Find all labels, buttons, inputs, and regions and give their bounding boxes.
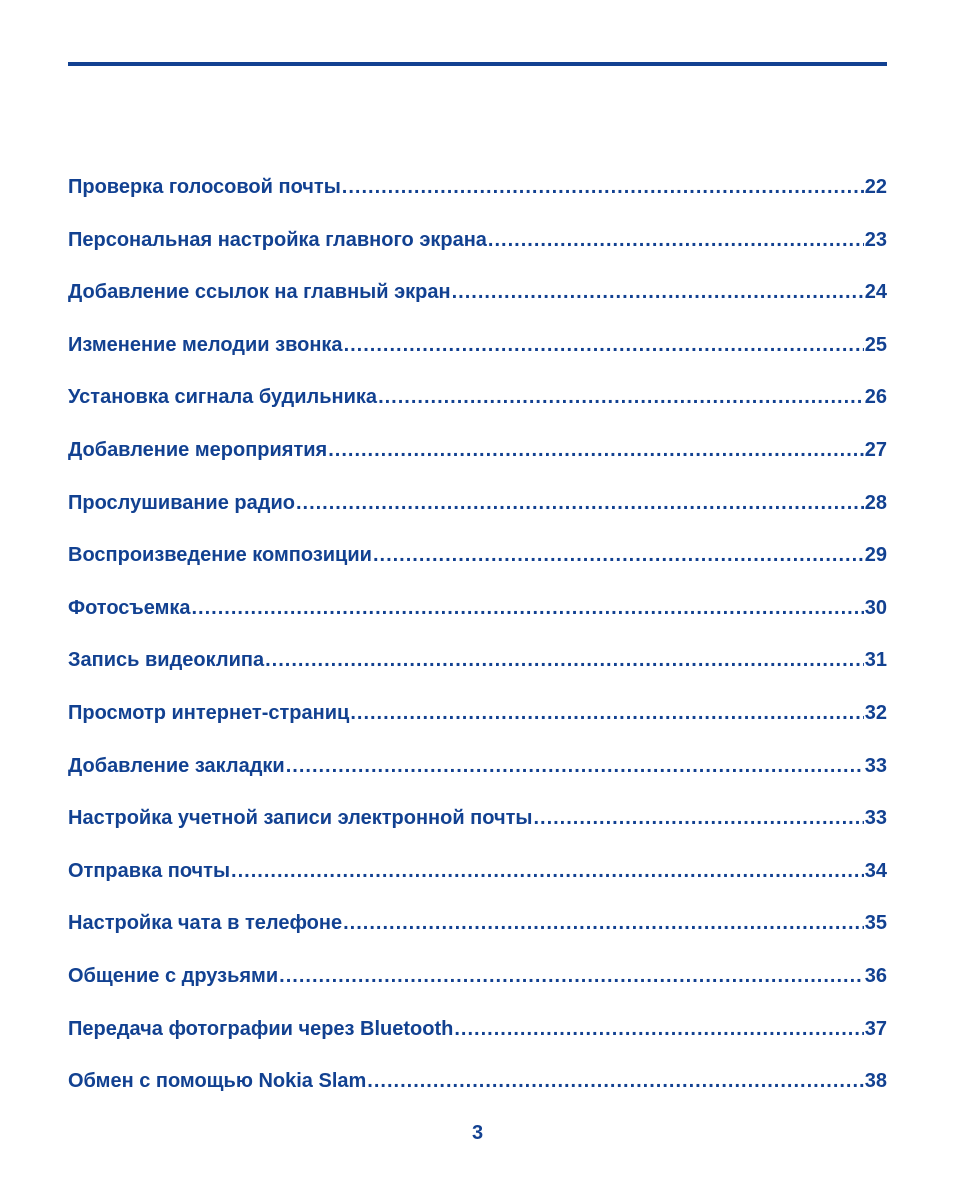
toc-entry-title: Добавление мероприятия [68, 438, 328, 461]
toc-dot-leader [454, 1018, 863, 1041]
toc-entry-title: Общение с друзьями [68, 964, 279, 987]
toc-entry-title: Воспроизведение композиции [68, 544, 372, 567]
toc-entry[interactable] [68, 386, 887, 439]
toc-entry-page: 24 [864, 281, 887, 304]
toc-dot-leader [328, 439, 864, 462]
toc-entry[interactable] [68, 544, 887, 597]
toc-dot-leader [343, 912, 864, 935]
page-number: 3 [471, 1122, 484, 1144]
header-rule [68, 62, 887, 66]
toc-entry-title: Передача фотографии через Bluetooth [68, 1017, 454, 1040]
toc-entry-title: Настройка чата в телефоне [68, 912, 343, 935]
toc-dot-leader [279, 965, 864, 988]
toc-entry-page: 33 [864, 754, 887, 777]
toc-entry-title: Запись видеоклипа [68, 649, 265, 672]
toc-dot-leader [344, 334, 864, 357]
toc-entry-title: Настройка учетной записи электронной почты [68, 807, 533, 830]
toc-dot-leader [342, 176, 864, 199]
toc-entry[interactable] [68, 439, 887, 492]
toc-entry[interactable] [68, 702, 887, 755]
toc-entry-page: 30 [864, 596, 887, 619]
toc-dot-leader [533, 807, 863, 830]
toc-entry[interactable] [68, 807, 887, 860]
toc-entry-page: 23 [864, 228, 887, 251]
toc-entry[interactable] [68, 334, 887, 387]
toc-entry-page: 27 [864, 438, 887, 461]
toc-dot-leader [231, 860, 864, 883]
toc-dot-leader [378, 386, 864, 409]
toc-entry-page: 37 [864, 1017, 887, 1040]
toc-entry-page: 32 [864, 701, 887, 724]
toc-entry-page: 28 [864, 491, 887, 514]
toc-entry-page: 22 [864, 176, 887, 198]
toc-entry-page: 34 [864, 859, 887, 882]
toc-entry-page: 38 [864, 1070, 887, 1093]
toc-dot-leader [296, 492, 864, 515]
toc-entry-title: Проверка голосовой почты [68, 176, 341, 198]
toc-entry-page: 31 [864, 649, 887, 672]
toc-entry-page: 29 [864, 544, 887, 567]
toc-dot-leader [350, 702, 863, 725]
table-of-contents [68, 176, 887, 1123]
toc-entry-title: Просмотр интернет-страниц [68, 701, 350, 724]
toc-entry[interactable] [68, 176, 887, 229]
toc-dot-leader [192, 597, 864, 620]
toc-entry-title: Персональная настройка главного экрана [68, 228, 487, 251]
toc-entry-page: 26 [864, 386, 887, 409]
toc-entry-title: Фотосъемка [68, 596, 191, 619]
toc-entry[interactable] [68, 912, 887, 965]
toc-entry[interactable] [68, 965, 887, 1018]
toc-entry[interactable] [68, 860, 887, 913]
toc-entry[interactable] [68, 1018, 887, 1071]
toc-entry-page: 25 [864, 333, 887, 356]
toc-entry-title: Изменение мелодии звонка [68, 333, 343, 356]
toc-entry-page: 35 [864, 912, 887, 935]
toc-entry[interactable] [68, 755, 887, 808]
toc-entry-title: Добавление закладки [68, 754, 285, 777]
toc-dot-leader [452, 281, 864, 304]
toc-entry-title: Установка сигнала будильника [68, 386, 378, 409]
toc-entry-title: Прослушивание радио [68, 491, 295, 514]
toc-entry-title: Добавление ссылок на главный экран [68, 281, 451, 304]
toc-dot-leader [373, 544, 864, 567]
toc-entry-page: 36 [864, 964, 887, 987]
toc-dot-leader [286, 755, 864, 778]
toc-entry[interactable] [68, 492, 887, 545]
toc-entry[interactable] [68, 649, 887, 702]
toc-entry[interactable] [68, 229, 887, 282]
toc-entry-title: Обмен с помощью Nokia Slam [68, 1070, 367, 1093]
toc-entry[interactable] [68, 281, 887, 334]
toc-entry[interactable] [68, 1070, 887, 1123]
toc-entry-title: Отправка почты [68, 859, 231, 882]
toc-dot-leader [488, 229, 864, 252]
toc-entry-page: 33 [864, 807, 887, 830]
toc-entry[interactable] [68, 597, 887, 650]
toc-dot-leader [367, 1070, 863, 1093]
toc-dot-leader [265, 649, 864, 672]
